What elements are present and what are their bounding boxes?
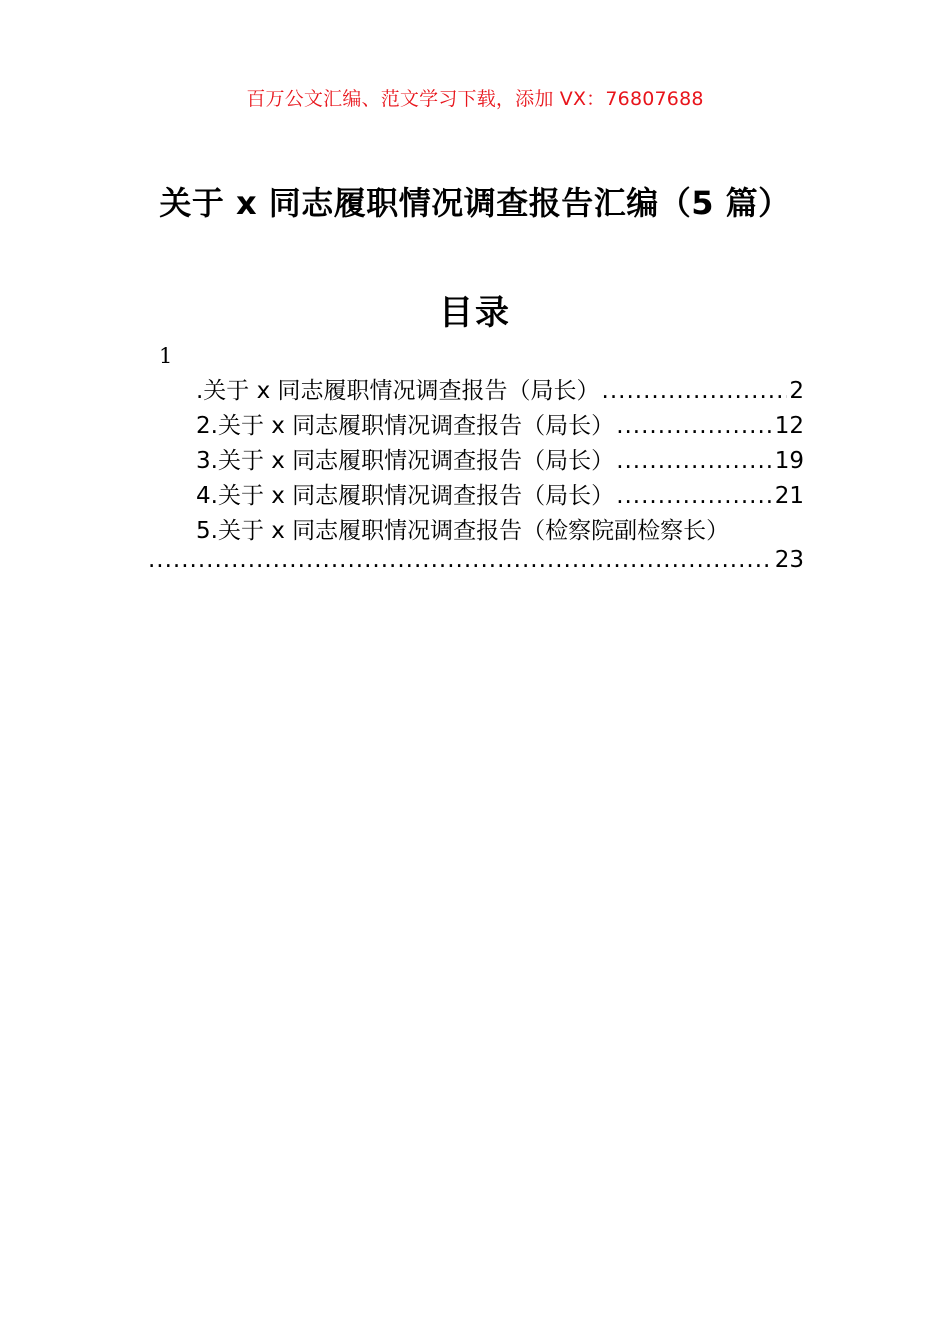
toc-entry-3[interactable] bbox=[196, 442, 804, 477]
toc-entry-4[interactable] bbox=[196, 477, 804, 512]
toc-page-number: 21 bbox=[774, 483, 804, 509]
toc-dot-leader bbox=[602, 378, 788, 404]
toc-dot-leader bbox=[616, 483, 773, 509]
toc-entry-continuation bbox=[146, 547, 804, 582]
header-watermark-note: 百万公文汇编、范文学习下载，添加 VX：76807688 bbox=[246, 88, 704, 110]
toc-page-number: 19 bbox=[774, 448, 804, 474]
toc-page-number: 12 bbox=[774, 413, 804, 439]
toc-entry-label: 2.关于 x 同志履职情况调查报告（局长） bbox=[196, 413, 615, 439]
toc-page-number: 23 bbox=[774, 547, 804, 573]
toc-dot-leader bbox=[148, 547, 773, 573]
toc-dot-leader bbox=[616, 413, 773, 439]
toc-entry-label: .关于 x 同志履职情况调查报告（局长） bbox=[196, 378, 600, 404]
toc-heading: 目录 bbox=[439, 293, 511, 333]
table-of-contents bbox=[196, 372, 804, 582]
toc-entry-label: 3.关于 x 同志履职情况调查报告（局长） bbox=[196, 448, 615, 474]
toc-number-marker: 1 bbox=[159, 344, 173, 368]
toc-entry-1[interactable] bbox=[196, 372, 804, 407]
toc-dot-leader bbox=[616, 448, 773, 474]
toc-page-number: 2 bbox=[789, 378, 804, 404]
toc-entry-label: 4.关于 x 同志履职情况调查报告（局长） bbox=[196, 483, 615, 509]
document-title: 关于 x 同志履职情况调查报告汇编（5 篇） bbox=[159, 184, 791, 222]
toc-entry-label: 5.关于 x 同志履职情况调查报告（检察院副检察长） bbox=[196, 518, 730, 544]
toc-entry-2[interactable] bbox=[196, 407, 804, 442]
toc-entry-5[interactable] bbox=[196, 512, 804, 582]
